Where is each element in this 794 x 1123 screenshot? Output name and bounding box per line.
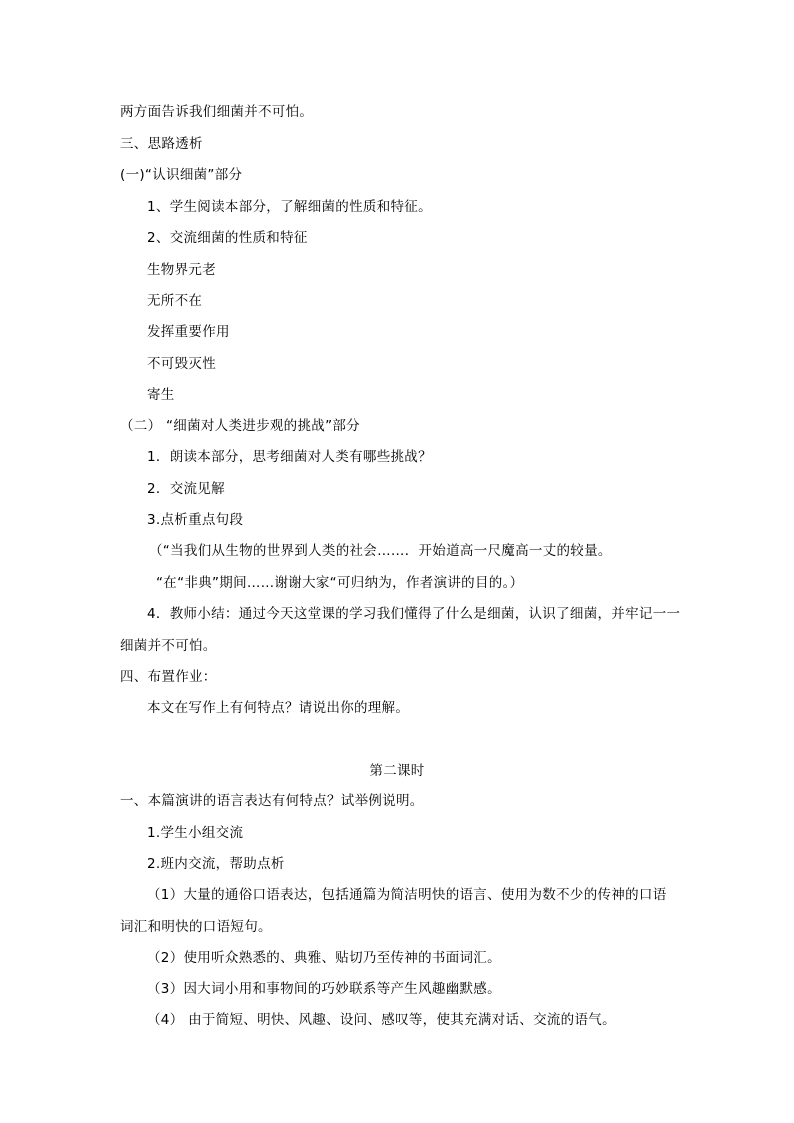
text-line: “在“非典”期间……谢谢大家“可归纳为，作者演讲的目的。） — [156, 575, 524, 591]
text-line: （1）大量的通俗口语表达，包括通篇为简洁明快的语言、使用为数不少的传神的口语 — [147, 887, 667, 903]
lesson-title: 第二课时 — [369, 763, 425, 779]
section-heading: 三、思路透析 — [120, 136, 203, 152]
text-line: （“当我们从生物的世界到人类的社会……．开始道高一尺魔高一丈的较量。 — [149, 543, 612, 559]
list-item: 寄生 — [147, 387, 175, 403]
text-line: 两方面告诉我们细菌并不可怕。 — [120, 104, 314, 120]
text-line: 2、交流细菌的性质和特征 — [147, 230, 308, 246]
list-item: 无所不在 — [147, 293, 203, 309]
text-line: 2.班内交流，帮助点析 — [147, 856, 285, 872]
text-line: （2）使用听众熟悉的、典雅、贴切乃至传神的书面词汇。 — [147, 950, 501, 966]
section-heading: 四、布置作业： — [120, 669, 217, 685]
text-line: 细菌并不可怕。 — [120, 638, 217, 654]
text-line: 1．朗读本部分，思考细菌对人类有哪些挑战？ — [147, 449, 432, 465]
text-line: 2．交流见解 — [147, 481, 225, 497]
list-item: 生物界元老 — [147, 262, 216, 278]
text-line: 3.点析重点句段 — [147, 512, 244, 528]
text-line: 4．教师小结：通过今天这堂课的学习我们懂得了什么是细菌，认识了细菌，并牢记一一 — [147, 606, 681, 622]
list-item: 不可毁灭性 — [147, 356, 216, 372]
subsection-heading: (一)“认识细菌”部分 — [120, 167, 243, 183]
text-line: 1.学生小组交流 — [147, 825, 244, 841]
text-line: 本文在写作上有何特点？请说出你的理解。 — [147, 700, 410, 716]
text-line: （3）因大词小用和事物间的巧妙联系等产生风趣幽默感。 — [147, 981, 501, 997]
list-item: 发挥重要作用 — [147, 324, 230, 340]
text-line: （4） 由于简短、明快、风趣、设问、感叹等，使其充满对话、交流的语气。 — [147, 1012, 616, 1028]
subsection-heading: （二） “细菌对人类进步观的挑战”部分 — [120, 418, 360, 434]
section-heading: 一、本篇演讲的语言表达有何特点？试举例说明。 — [120, 793, 424, 809]
text-line: 词汇和明快的口语短句。 — [120, 919, 272, 935]
text-line: 1、学生阅读本部分，了解细菌的性质和特征。 — [147, 199, 432, 215]
